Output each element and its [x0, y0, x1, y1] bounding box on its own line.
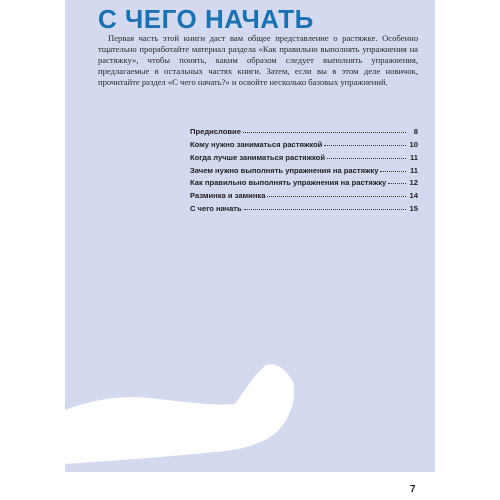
toc-item-title: Кому нужно заниматься растяжкой [190, 139, 323, 149]
toc-item-page: 11 [409, 152, 418, 162]
toc-item-title: С чего начать [190, 204, 242, 214]
toc-item-title: Как правильно выполнять упражнения на растяжку [190, 178, 387, 188]
toc-item-page: 12 [409, 178, 418, 188]
table-of-contents [190, 127, 418, 217]
toc-item-title: Когда лучше заниматься растяжкой [190, 152, 325, 162]
toc-dot-leader [388, 182, 406, 184]
toc-item-title: Разминка и заминка [190, 191, 266, 201]
toc-item-page: 15 [409, 204, 418, 214]
toc-dot-leader [380, 170, 406, 172]
toc-item[interactable] [190, 191, 418, 204]
intro-paragraph: Первая часть этой книги даст вам общее представление о растяжке. Особенно тщательно проработайте материал раздела «Как правильно выполнять упражнения на растяжку», чтобы понять, каким образом следует выполнять упражнения, предлагаемые в остальных частях книги. Затем, если вы в этом деле новичок, прочитайте раздел «С чего начать?» и освойте несколько базовых упражнений. [98, 33, 418, 87]
toc-item[interactable] [190, 166, 418, 179]
toc-dot-leader [267, 195, 406, 197]
chapter-title: С ЧЕГО НАЧАТЬ [98, 4, 314, 34]
toc-item[interactable] [190, 178, 418, 191]
toc-dot-leader [324, 144, 406, 146]
toc-item[interactable] [190, 204, 418, 217]
toc-item-page: 10 [409, 139, 418, 149]
toc-item[interactable] [190, 140, 418, 153]
toc-dot-leader [327, 157, 406, 159]
toc-item[interactable] [190, 153, 418, 166]
toc-dot-leader [243, 131, 406, 133]
toc-item-page: 14 [409, 191, 418, 201]
page-number: 7 [410, 484, 416, 495]
toc-item[interactable] [190, 127, 418, 140]
toc-item-page: 8 [413, 127, 418, 136]
foot-illustration [65, 340, 295, 472]
toc-item-title: Зачем нужно выполнять упражнения на растяжку [190, 165, 379, 175]
toc-item-title: Предисловие [190, 127, 241, 136]
toc-item-page: 11 [409, 165, 418, 175]
toc-dot-leader [244, 208, 406, 210]
